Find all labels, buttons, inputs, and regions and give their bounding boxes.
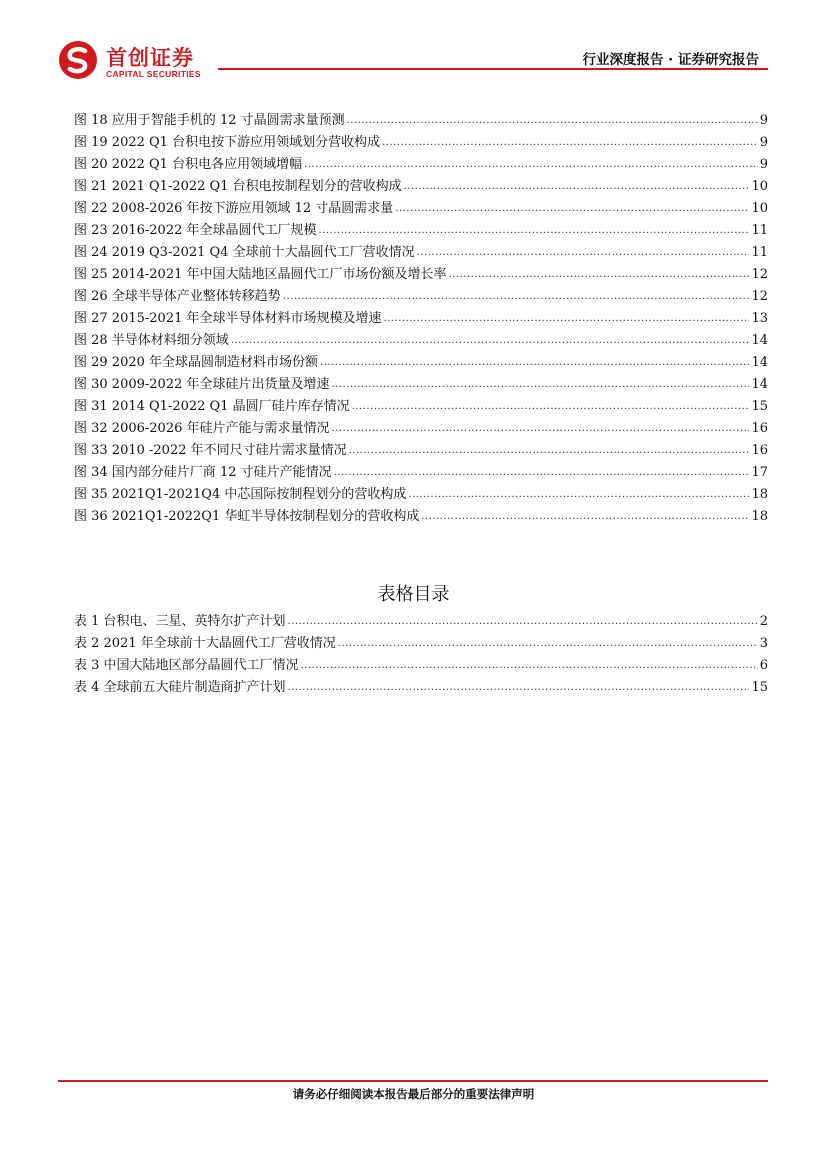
toc-entry[interactable]	[74, 172, 768, 194]
toc-entry[interactable]	[74, 458, 768, 480]
toc-entry-label: 表 4 全球前五大硅片制造商扩产计划	[74, 680, 286, 695]
toc-entry-page: 10	[751, 201, 768, 216]
dot-leader	[352, 398, 750, 414]
logo-mark-icon	[58, 40, 98, 80]
toc-entry-page: 14	[751, 355, 768, 370]
dot-leader	[421, 508, 749, 524]
toc-entry-page: 12	[751, 289, 768, 304]
toc-entry[interactable]	[74, 392, 768, 414]
dot-leader	[320, 354, 749, 370]
dot-leader	[319, 222, 750, 238]
dot-leader	[332, 420, 750, 436]
footer-divider	[58, 1080, 768, 1082]
toc-entry-page: 16	[751, 443, 768, 458]
legal-disclaimer: 请务必仔细阅读本报告最后部分的重要法律声明	[292, 1087, 535, 1101]
toc-entry[interactable]	[74, 651, 768, 673]
toc-entry-page: 12	[751, 267, 768, 282]
dot-leader	[408, 486, 749, 502]
toc-entry[interactable]	[74, 629, 768, 651]
toc-entry[interactable]	[74, 150, 768, 172]
toc-entry-label: 表 3 中国大陆地区部分晶圆代工厂情况	[74, 658, 299, 673]
toc-entry-page: 10	[751, 179, 768, 194]
toc-entry[interactable]	[74, 282, 768, 304]
toc-entry[interactable]	[74, 480, 768, 502]
toc-entry-label: 图 28 半导体材料细分领域	[74, 333, 229, 348]
toc-entry-label: 图 18 应用于智能手机的 12 寸晶圆需求量预测	[74, 113, 345, 128]
dot-leader	[304, 156, 758, 172]
toc-entry[interactable]	[74, 673, 768, 695]
toc-entry[interactable]	[74, 326, 768, 348]
report-type: 行业深度报告 · 证券研究报告	[582, 52, 759, 68]
toc-entry[interactable]	[74, 436, 768, 458]
brand-name-en: CAPITAL SECURITIES	[106, 69, 201, 79]
toc-entry-page: 16	[751, 421, 768, 436]
toc-entry-page: 11	[751, 245, 768, 260]
header-divider	[218, 68, 768, 70]
toc-entry-label: 图 33 2010 -2022 年不同尺寸硅片需求量情况	[74, 443, 347, 458]
toc-entry[interactable]	[74, 370, 768, 392]
dot-leader	[384, 310, 750, 326]
toc-entry-label: 图 31 2014 Q1-2022 Q1 晶圆厂硅片库存情况	[74, 399, 350, 414]
table-toc	[74, 607, 768, 695]
toc-entry-label: 图 21 2021 Q1-2022 Q1 台积电按制程划分的营收构成	[74, 179, 402, 194]
dot-leader	[288, 679, 750, 695]
dot-leader	[404, 178, 750, 194]
toc-entry-page: 6	[759, 658, 768, 673]
toc-entry[interactable]	[74, 238, 768, 260]
toc-entry-label: 图 24 2019 Q3-2021 Q4 全球前十大晶圆代工厂营收情况	[74, 245, 415, 260]
dot-leader	[231, 332, 750, 348]
dot-leader	[417, 244, 750, 260]
toc-entry-page: 18	[751, 487, 768, 502]
toc-entry[interactable]	[74, 304, 768, 326]
toc-entry[interactable]	[74, 128, 768, 150]
dot-leader	[338, 635, 758, 651]
toc-entry-page: 15	[751, 399, 768, 414]
tables-toc-title: 表格目录	[377, 584, 450, 605]
toc-entry-label: 图 30 2009-2022 年全球硅片出货量及增速	[74, 377, 330, 392]
toc-entry-page: 14	[751, 333, 768, 348]
toc-entry-label: 图 27 2015-2021 年全球半导体材料市场规模及增速	[74, 311, 382, 326]
toc-entry-label: 图 26 全球半导体产业整体转移趋势	[74, 289, 281, 304]
toc-entry-page: 9	[759, 113, 768, 128]
toc-entry-page: 13	[751, 311, 768, 326]
toc-entry-label: 图 34 国内部分硅片厂商 12 寸硅片产能情况	[74, 465, 332, 480]
dot-leader	[449, 266, 750, 282]
dot-leader	[283, 288, 750, 304]
toc-entry[interactable]	[74, 607, 768, 629]
toc-entry[interactable]	[74, 414, 768, 436]
dot-leader	[349, 442, 750, 458]
dot-leader	[395, 200, 749, 216]
dot-leader	[382, 134, 758, 150]
company-logo	[58, 40, 218, 84]
toc-entry-label: 图 32 2006-2026 年硅片产能与需求量情况	[74, 421, 330, 436]
toc-entry-page: 15	[751, 680, 768, 695]
toc-entry[interactable]	[74, 260, 768, 282]
toc-entry-label: 图 36 2021Q1-2022Q1 华虹半导体按制程划分的营收构成	[74, 509, 420, 524]
dot-leader	[334, 464, 750, 480]
toc-entry-label: 图 23 2016-2022 年全球晶圆代工厂规模	[74, 223, 317, 238]
toc-entry-page: 9	[759, 135, 768, 150]
toc-entry-page: 11	[751, 223, 768, 238]
toc-entry[interactable]	[74, 216, 768, 238]
dot-leader	[347, 112, 758, 128]
toc-entry-label: 图 20 2022 Q1 台积电各应用领域增幅	[74, 157, 303, 172]
page-header	[0, 0, 827, 90]
toc-entry-page: 2	[759, 614, 768, 629]
dot-leader	[301, 657, 758, 673]
toc-entry-label: 图 19 2022 Q1 台积电按下游应用领域划分营收构成	[74, 135, 381, 150]
toc-entry-page: 14	[751, 377, 768, 392]
toc-entry[interactable]	[74, 194, 768, 216]
toc-entry-page: 17	[751, 465, 768, 480]
toc-entry-page: 3	[759, 636, 768, 651]
figure-toc	[74, 106, 768, 524]
toc-entry-page: 18	[751, 509, 768, 524]
toc-entry-label: 图 22 2008-2026 年按下游应用领域 12 寸晶圆需求量	[74, 201, 394, 216]
toc-entry-label: 表 2 2021 年全球前十大晶圆代工厂营收情况	[74, 636, 336, 651]
toc-entry-label: 表 1 台积电、三星、英特尔扩产计划	[74, 614, 286, 629]
toc-entry[interactable]	[74, 502, 768, 524]
dot-leader	[332, 376, 750, 392]
toc-entry-label: 图 35 2021Q1-2021Q4 中芯国际按制程划分的营收构成	[74, 487, 407, 502]
toc-entry-label: 图 29 2020 年全球晶圆制造材料市场份额	[74, 355, 319, 370]
dot-leader	[288, 613, 758, 629]
toc-entry-label: 图 25 2014-2021 年中国大陆地区晶圆代工厂市场份额及增长率	[74, 267, 447, 282]
toc-entry-page: 9	[759, 157, 768, 172]
brand-name-cn: 首创证券	[106, 46, 194, 70]
toc-entry[interactable]	[74, 348, 768, 370]
toc-entry[interactable]	[74, 106, 768, 128]
